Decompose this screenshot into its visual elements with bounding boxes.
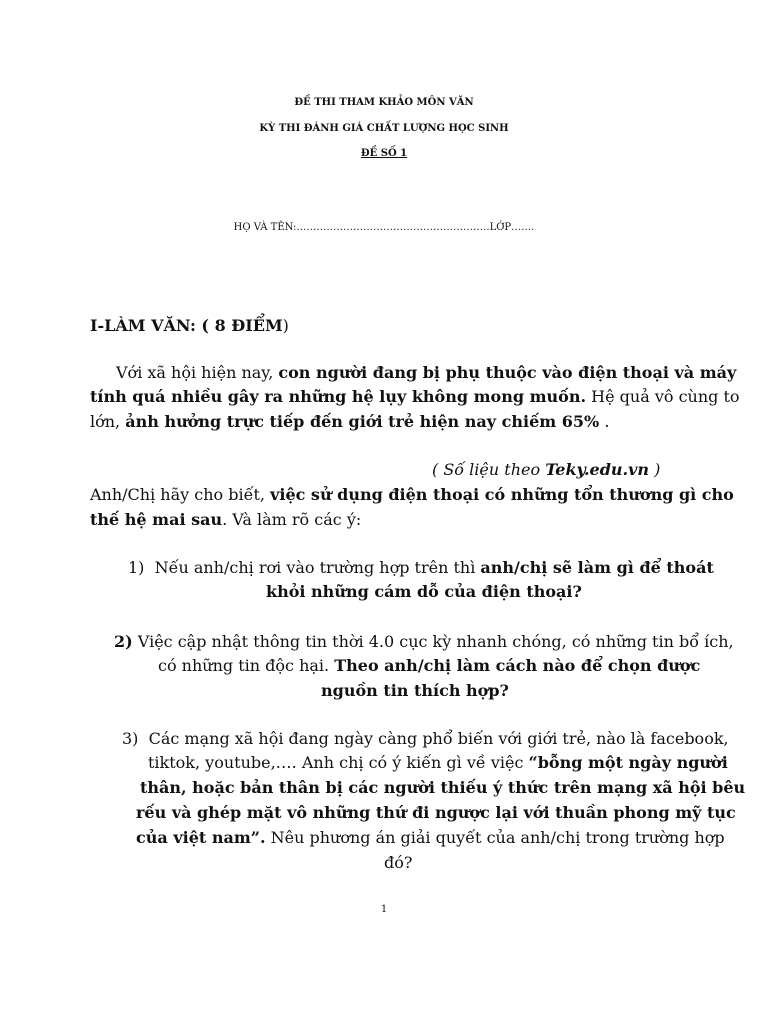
question-3-line-2: tiktok, youtube,…. Anh chị có ý kiến gì về việc “bỗng một ngày người [148, 753, 728, 772]
intro-line-1: Với xã hội hiện nay, con người đang bị phụ thuộc vào điện thoại và máy [116, 363, 737, 382]
prompt-line-1: Anh/Chị hãy cho biết, việc sử dụng điện thoại có những tổn thương gì cho [90, 485, 734, 504]
question-3-line-4: rếu và ghép mặt vô những thứ đi ngược lại với thuần phong mỹ tục [136, 803, 736, 822]
question-2-line-2: có những tin độc hại. Theo anh/chị làm cách nào để chọn được [158, 656, 701, 675]
question-3-line-3: thân, hoặc bản thân bị các người thiếu ý thức trên mạng xã hội bêu [140, 778, 746, 797]
question-3-line-1: 3) Các mạng xã hội đang ngày càng phổ biến với giới trẻ, nào là facebook, [122, 729, 729, 748]
prompt-line-2: thế hệ mai sau. Và làm rõ các ý: [90, 510, 362, 529]
question-1-line-2: khỏi những cám dỗ của điện thoại? [266, 582, 582, 601]
intro-line-2: tính quá nhiều gây ra những hệ lụy không mong muốn. Hệ quả vô cùng to [90, 387, 740, 406]
question-3-line-6: đó? [384, 853, 413, 872]
name-class-line: HỌ VÀ TÊN:………………………………………………….LỚP……. [233, 222, 535, 233]
question-3-line-5: của việt nam”. Nêu phương án giải quyết của anh/chị trong trường hợp [136, 828, 725, 847]
header-exam-number: ĐỀ SỐ 1 [360, 148, 408, 159]
question-2-line-1: 2) Việc cập nhật thông tin thời 4.0 cục kỳ nhanh chóng, có những tin bổ ích, [114, 632, 734, 651]
section-title: I-LÀM VĂN: ( 8 ĐIỂM) [90, 316, 289, 335]
source-citation: ( Số liệu theo Teky.edu.vn ) [432, 460, 661, 479]
page-number: 1 [380, 904, 388, 915]
question-1-line-1: 1) Nếu anh/chị rơi vào trường hợp trên thì anh/chị sẽ làm gì để thoát [128, 558, 714, 577]
header-subtitle: KỲ THI ĐÁNH GIÁ CHẤT LƯỢNG HỌC SINH [259, 123, 509, 134]
header-title: ĐỀ THI THAM KHẢO MÔN VĂN [294, 97, 474, 108]
intro-line-3: lớn, ảnh hưởng trực tiếp đến giới trẻ hiện nay chiếm 65% . [90, 412, 610, 431]
question-2-line-3: nguồn tin thích hợp? [321, 681, 509, 700]
